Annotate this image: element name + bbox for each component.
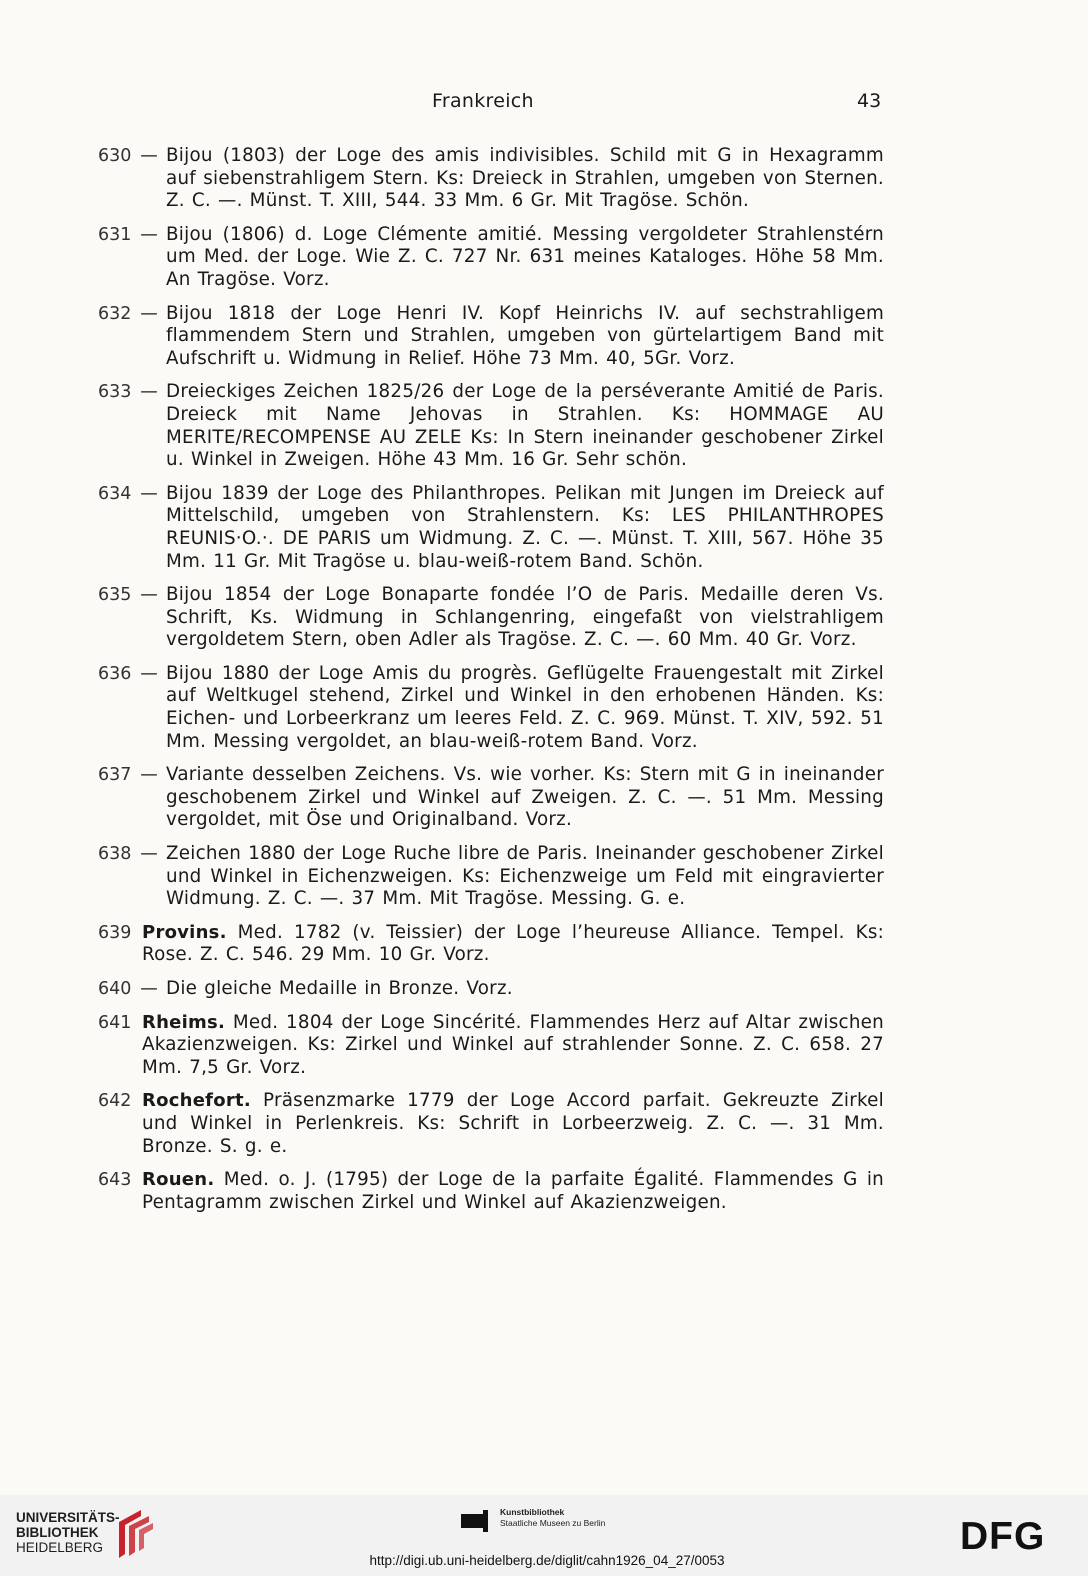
entry-number: 632 bbox=[98, 303, 132, 324]
uni-logo-line1: UNIVERSITÄTS- bbox=[16, 1510, 120, 1525]
entry-number: 642 bbox=[98, 1091, 132, 1112]
kunstbibliothek-text bbox=[500, 1507, 605, 1529]
page-header bbox=[0, 90, 1088, 116]
entry-dash: — bbox=[140, 382, 158, 403]
catalog-entry bbox=[98, 381, 884, 471]
entry-description: Med. 1804 der Loge Sincérité. Flammendes Herz auf Altar zwischen Akazienzweigen. Ks: Zirkel und Winkel auf strahlender Sonne. Z. C. 658. 27 Mm. 7,5 Gr. Vorz. bbox=[142, 1011, 884, 1078]
catalog-entry bbox=[98, 483, 884, 573]
university-library-logo[interactable] bbox=[16, 1510, 120, 1555]
catalog-entry bbox=[98, 584, 884, 652]
catalog-entry bbox=[98, 663, 884, 753]
entry-number: 630 bbox=[98, 146, 132, 166]
kunstbibliothek-mark-icon bbox=[461, 1506, 495, 1536]
catalog-entries bbox=[98, 145, 884, 1225]
entry-description: Med. 1782 (v. Teissier) der Loge l’heureuse Alliance. Tempel. Ks: Rose. Z. C. 546. 29 Mm. 10 Gr. Vorz. bbox=[142, 921, 885, 966]
entry-dash: — bbox=[140, 765, 158, 786]
entry-description: Dreieckiges Zeichen 1825/26 der Loge de la perséverante Amitié de Paris. Dreieck mit Name Jehovas in Strahlen. Ks: HOMMAGE AU MERITE/RECOMPENSE AU ZELE Ks: In Stern ineinander geschobener Zirkel u. Winkel in Zweigen. Höhe 43 Mm. 16 Gr. Sehr schön. bbox=[166, 381, 884, 471]
entry-place-name: Rouen. bbox=[142, 1169, 215, 1191]
uni-logo-line3: HEIDELBERG bbox=[16, 1540, 104, 1555]
entry-dash: — bbox=[140, 146, 158, 166]
entry-number: 640 bbox=[98, 979, 132, 999]
entry-number: 633 bbox=[98, 382, 132, 403]
catalog-entry bbox=[98, 978, 884, 1001]
kb-line2: Staatliche Museen zu Berlin bbox=[500, 1518, 606, 1528]
catalog-entry bbox=[98, 303, 884, 371]
entry-description: Bijou 1839 der Loge des Philanthropes. Pelikan mit Jungen im Dreieck auf Mittelschild, umgeben von Strahlenstern. Ks: LES PHILANTHROPES REUNIS·O.·. DE PARIS um Widmung. Z. C. —. Münst. T. XIII, 567. Höhe 35 Mm. 11 Gr. Mit Tragöse u. blau-weiß-rotem Band. Schön. bbox=[166, 482, 884, 572]
entry-dash: — bbox=[140, 844, 158, 865]
entry-number: 631 bbox=[98, 224, 132, 245]
entry-number: 637 bbox=[98, 765, 132, 786]
entry-description: Bijou (1803) der Loge des amis indivisibles. Schild mit G in Hexagramm auf siebenstrahligem Stern. Ks: Dreieck in Strahlen, umgeben von Sternen. Z. C. —. Münst. T. XIII, 544. 33 Mm. 6 Gr. Mit Tragöse. Schön. bbox=[166, 145, 884, 212]
entry-text bbox=[166, 303, 884, 371]
entry-description: Med. o. J. (1795) der Loge de la parfaite Égalité. Flammendes G in Pentagramm zwischen Zirkel und Winkel auf Akazienzweigen. bbox=[142, 1169, 885, 1213]
entry-dash: — bbox=[140, 663, 158, 684]
entry-number: 635 bbox=[98, 585, 132, 606]
entry-description: Bijou 1854 der Loge Bonaparte fondée l’O de Paris. Medaille deren Vs. Schrift, Ks. Widmung in Schlangenring, eingefaßt von vielstrahligem vergoldetem Stern, oben Adler als Tragöse. Z. C. —. 60 Mm. 40 Gr. Vorz. bbox=[166, 584, 884, 651]
entry-text bbox=[142, 922, 884, 967]
entry-text bbox=[166, 145, 884, 213]
entry-text bbox=[166, 584, 884, 652]
entry-description: Die gleiche Medaille in Bronze. Vorz. bbox=[166, 978, 513, 999]
entry-place-name: Rochefort. bbox=[142, 1090, 251, 1112]
catalog-entry bbox=[98, 1012, 884, 1080]
entry-dash: — bbox=[140, 585, 158, 606]
entry-text bbox=[166, 381, 884, 471]
entry-place-name: Rheims. bbox=[142, 1011, 226, 1033]
entry-dash: — bbox=[140, 483, 158, 504]
entry-text bbox=[166, 978, 884, 1001]
entry-number: 641 bbox=[98, 1012, 132, 1033]
kunstbibliothek-logo[interactable] bbox=[461, 1506, 495, 1540]
entry-text bbox=[166, 843, 884, 911]
entry-text bbox=[142, 1090, 884, 1158]
entry-description: Bijou 1880 der Loge Amis du progrès. Geflügelte Frauengestalt mit Zirkel auf Weltkugel stehend, Zirkel und Winkel in den erhobenen Händen. Ks: Eichen- und Lorbeerkranz um leeres Feld. Z. C. 969. Münst. T. XIV, 592. 51 Mm. Messing vergoldet, an blau-weiß-rotem Band. Vorz. bbox=[166, 662, 884, 752]
entry-number: 638 bbox=[98, 844, 132, 865]
catalog-entry bbox=[98, 922, 884, 967]
entry-dash: — bbox=[140, 979, 158, 999]
catalog-entry bbox=[98, 145, 884, 213]
entry-dash: — bbox=[140, 303, 158, 324]
catalog-entry bbox=[98, 1090, 884, 1158]
permalink-url[interactable]: http://digi.ub.uni-heidelberg.de/diglit/cahn1926_04_27/0053 bbox=[369, 1553, 725, 1568]
entry-text bbox=[166, 224, 884, 292]
entry-number: 636 bbox=[98, 663, 132, 684]
catalog-entry bbox=[98, 843, 884, 911]
page-number: 43 bbox=[857, 90, 882, 112]
uni-logo-line2: BIBLIOTHEK bbox=[16, 1525, 99, 1540]
entry-text bbox=[142, 1169, 884, 1214]
entry-dash: — bbox=[140, 224, 158, 245]
entry-place-name: Provins. bbox=[142, 921, 227, 943]
entry-text bbox=[166, 764, 884, 832]
catalog-entry bbox=[98, 764, 884, 832]
entry-description: Präsenzmarke 1779 der Loge Accord parfait. Gekreuzte Zirkel und Winkel in Perlenkreis. Ks: Schrift in Lorbeerzweig. Z. C. —. 31 Mm. Bronze. S. g. e. bbox=[142, 1090, 885, 1157]
entry-description: Zeichen 1880 der Loge Ruche libre de Paris. Ineinander geschobener Zirkel und Winkel in Eichenzweigen. Ks: Eichenzweige um Feld mit eingravierter Widmung. Z. C. —. 37 Mm. Mit Tragöse. Messing. G. e. bbox=[166, 843, 884, 910]
entry-text bbox=[166, 483, 884, 573]
entry-description: Variante desselben Zeichens. Vs. wie vorher. Ks: Stern mit G in ineinander geschobenem Zirkel und Winkel auf Zweigen. Z. C. —. 51 Mm. Messing vergoldet, mit Öse und Originalband. Vorz. bbox=[166, 764, 884, 831]
entry-description: Bijou 1818 der Loge Henri IV. Kopf Heinrichs IV. auf sechstrahligem flammendem Stern und Strahlen, umgeben von gürtelartigem Band mit Aufschrift u. Widmung in Relief. Höhe 73 Mm. 40, 5Gr. Vorz. bbox=[166, 302, 884, 369]
entry-description: Bijou (1806) d. Loge Clémente amitié. Messing vergoldeter Strahlenstérn um Med. der Loge. Wie Z. C. 727 Nr. 631 meines Kataloges. Höhe 58 Mm. An Tragöse. Vorz. bbox=[166, 223, 884, 290]
footer-bar bbox=[0, 1495, 1088, 1576]
running-title: Frankreich bbox=[432, 90, 534, 112]
entry-text bbox=[142, 1012, 884, 1080]
catalog-entry bbox=[98, 224, 884, 292]
entry-text bbox=[166, 663, 884, 753]
entry-number: 639 bbox=[98, 922, 132, 943]
dfg-logo[interactable]: DFG bbox=[960, 1515, 1046, 1558]
catalog-entry bbox=[98, 1169, 884, 1214]
entry-number: 634 bbox=[98, 483, 132, 504]
kb-line1: Kunstbibliothek bbox=[500, 1507, 565, 1517]
entry-number: 643 bbox=[98, 1170, 132, 1191]
